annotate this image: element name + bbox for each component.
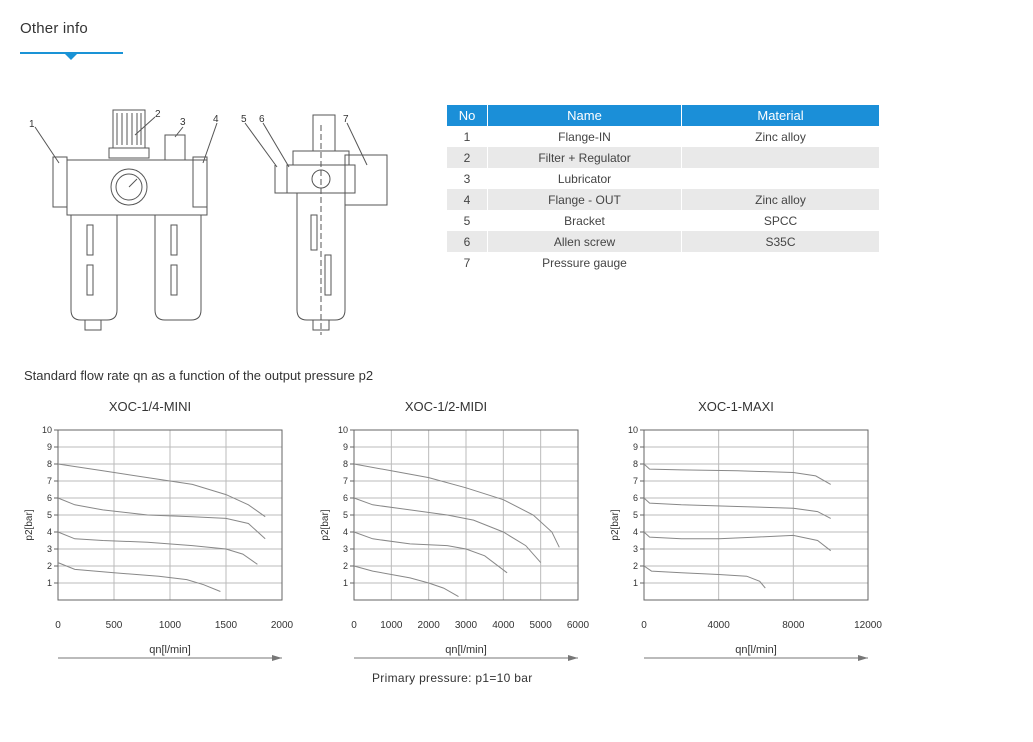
tick-label-y: 2 [632, 561, 638, 571]
callout-7: 7 [343, 114, 349, 125]
x-axis-label-midi: qn[l/min] [445, 644, 487, 656]
series-line-maxi-3 [644, 532, 831, 551]
tick-label-x: 4000 [492, 620, 515, 631]
y-axis-label-midi: p2[bar] [320, 509, 331, 541]
filter-bowl-shape [71, 215, 117, 320]
arrow-right-icon [858, 655, 868, 661]
header-name: Name [488, 105, 682, 126]
cell-name: Flange-IN [488, 126, 682, 147]
cell-name: Pressure gauge [488, 252, 682, 273]
regulator-knob-shape [113, 110, 145, 148]
y-axis-label-mini: p2[bar] [24, 509, 35, 541]
cell-no: 1 [447, 126, 488, 147]
flange-out-shape [193, 157, 207, 207]
tick-label-x: 1000 [158, 620, 182, 631]
tick-label-x: 3000 [454, 620, 478, 631]
callout-3: 3 [180, 117, 186, 128]
flange-in-shape [53, 157, 67, 207]
table-row [447, 168, 879, 189]
cell-no: 4 [447, 189, 488, 210]
tick-label-y: 6 [342, 493, 348, 503]
cell-name: Bracket [488, 210, 682, 231]
cell-material: Zinc alloy [755, 129, 806, 144]
tick-label-y: 7 [46, 476, 52, 486]
cell-no: 2 [447, 147, 488, 168]
tick-label-y: 5 [342, 510, 348, 520]
callout-1: 1 [29, 119, 35, 130]
tick-label-x: 6000 [566, 620, 590, 631]
parts-table-header [447, 105, 879, 126]
tick-label-y: 6 [46, 493, 52, 503]
tick-label-y: 1 [46, 578, 52, 588]
tick-label-x: 8000 [782, 620, 805, 631]
cell-material [682, 147, 880, 168]
series-line-mini-1 [58, 464, 265, 517]
section-caret-icon [65, 54, 77, 60]
flow-caption: Standard flow rate qn as a function of the output pressure p2 [24, 368, 374, 383]
header-material: Material [682, 105, 880, 126]
series-line-maxi-4 [644, 566, 765, 588]
chart-title-maxi: XOC-1-MAXI [698, 399, 774, 414]
tick-label-y: 3 [632, 544, 638, 554]
cell-no: 7 [447, 252, 488, 273]
callout-2: 2 [155, 109, 161, 120]
cell-no: 5 [447, 210, 488, 231]
cell-name: Allen screw [488, 231, 682, 252]
tick-label-y: 9 [46, 442, 52, 452]
callout-4: 4 [213, 114, 219, 125]
x-axis-label-mini: qn[l/min] [149, 644, 191, 656]
arrow-right-icon [568, 655, 578, 661]
cell-material: Zinc alloy [682, 189, 880, 210]
series-line-midi-2 [354, 498, 541, 563]
tick-label-y: 2 [342, 561, 348, 571]
tick-label-x: 5000 [529, 620, 552, 631]
x-axis-label-maxi: qn[l/min] [735, 644, 777, 656]
y-axis-label-maxi: p2[bar] [610, 509, 621, 541]
tick-label-x: 0 [55, 620, 61, 631]
tick-label-y: 9 [342, 442, 348, 452]
cell-no: 6 [447, 231, 488, 252]
lubricator-bowl-shape [155, 215, 201, 320]
tick-label-y: 1 [632, 578, 638, 588]
tick-label-y: 4 [342, 527, 348, 537]
series-line-mini-3 [58, 532, 257, 564]
tick-label-x: 2000 [270, 620, 294, 631]
table-row [447, 231, 879, 252]
tick-label-x: 0 [641, 620, 647, 631]
tick-label-y: 7 [342, 476, 348, 486]
tick-label-y: 10 [41, 425, 52, 435]
series-line-mini-4 [58, 563, 220, 592]
cell-material: SPCC [763, 213, 798, 228]
arrow-right-icon [272, 655, 282, 661]
frl-unit-drawing [25, 105, 395, 340]
callout-5: 5 [241, 114, 247, 125]
cell-name: Flange - OUT [488, 189, 682, 210]
tick-label-x: 1000 [380, 620, 403, 631]
cell-name: Lubricator [488, 168, 682, 189]
tick-label-x: 0 [351, 620, 357, 631]
tick-label-y: 10 [337, 425, 348, 435]
tick-label-y: 10 [627, 425, 638, 435]
section-title: Other info [20, 20, 88, 37]
chart-mini [20, 395, 320, 665]
tick-label-y: 3 [342, 544, 348, 554]
parts-table [447, 105, 879, 273]
table-row [447, 189, 879, 210]
tick-label-x: 500 [105, 620, 123, 631]
tick-label-y: 6 [632, 493, 638, 503]
tick-label-y: 8 [632, 459, 638, 469]
cell-material: S35C [682, 231, 880, 252]
series-line-midi-1 [354, 464, 559, 547]
table-row [447, 252, 879, 273]
tick-label-y: 4 [46, 527, 52, 537]
callout-6: 6 [259, 114, 265, 125]
tick-label-y: 5 [46, 510, 52, 520]
tick-label-y: 3 [46, 544, 52, 554]
tick-label-y: 8 [342, 459, 348, 469]
header-no: No [447, 105, 488, 126]
cell-name: Filter + Regulator [488, 147, 682, 168]
tick-label-y: 5 [632, 510, 638, 520]
chart-maxi [606, 395, 906, 665]
tick-label-x: 1500 [214, 620, 238, 631]
chart-midi [316, 395, 616, 665]
cell-material [682, 252, 880, 273]
body-shape [67, 160, 207, 215]
tick-label-y: 7 [632, 476, 638, 486]
chart-title-midi: XOC-1/2-MIDI [404, 399, 488, 414]
table-row [447, 210, 879, 231]
chart-title-mini: XOC-1/4-MINI [108, 399, 192, 414]
cell-material [682, 168, 880, 189]
side-knob-shape [313, 115, 335, 151]
tick-label-x: 4000 [707, 620, 730, 631]
series-line-mini-2 [58, 498, 265, 539]
table-row [447, 147, 879, 168]
tick-label-x: 2000 [417, 620, 440, 631]
tick-label-y: 9 [632, 442, 638, 452]
cell-no: 3 [447, 168, 488, 189]
tick-label-y: 4 [632, 527, 638, 537]
tick-label-y: 1 [342, 578, 348, 588]
series-line-midi-4 [354, 566, 459, 597]
table-row [447, 126, 879, 147]
primary-pressure-note: Primary pressure: p1=10 bar [372, 671, 533, 685]
tick-label-y: 2 [46, 561, 52, 571]
tick-label-x: 12000 [854, 620, 882, 631]
series-line-midi-3 [354, 532, 507, 573]
tick-label-y: 8 [46, 459, 52, 469]
